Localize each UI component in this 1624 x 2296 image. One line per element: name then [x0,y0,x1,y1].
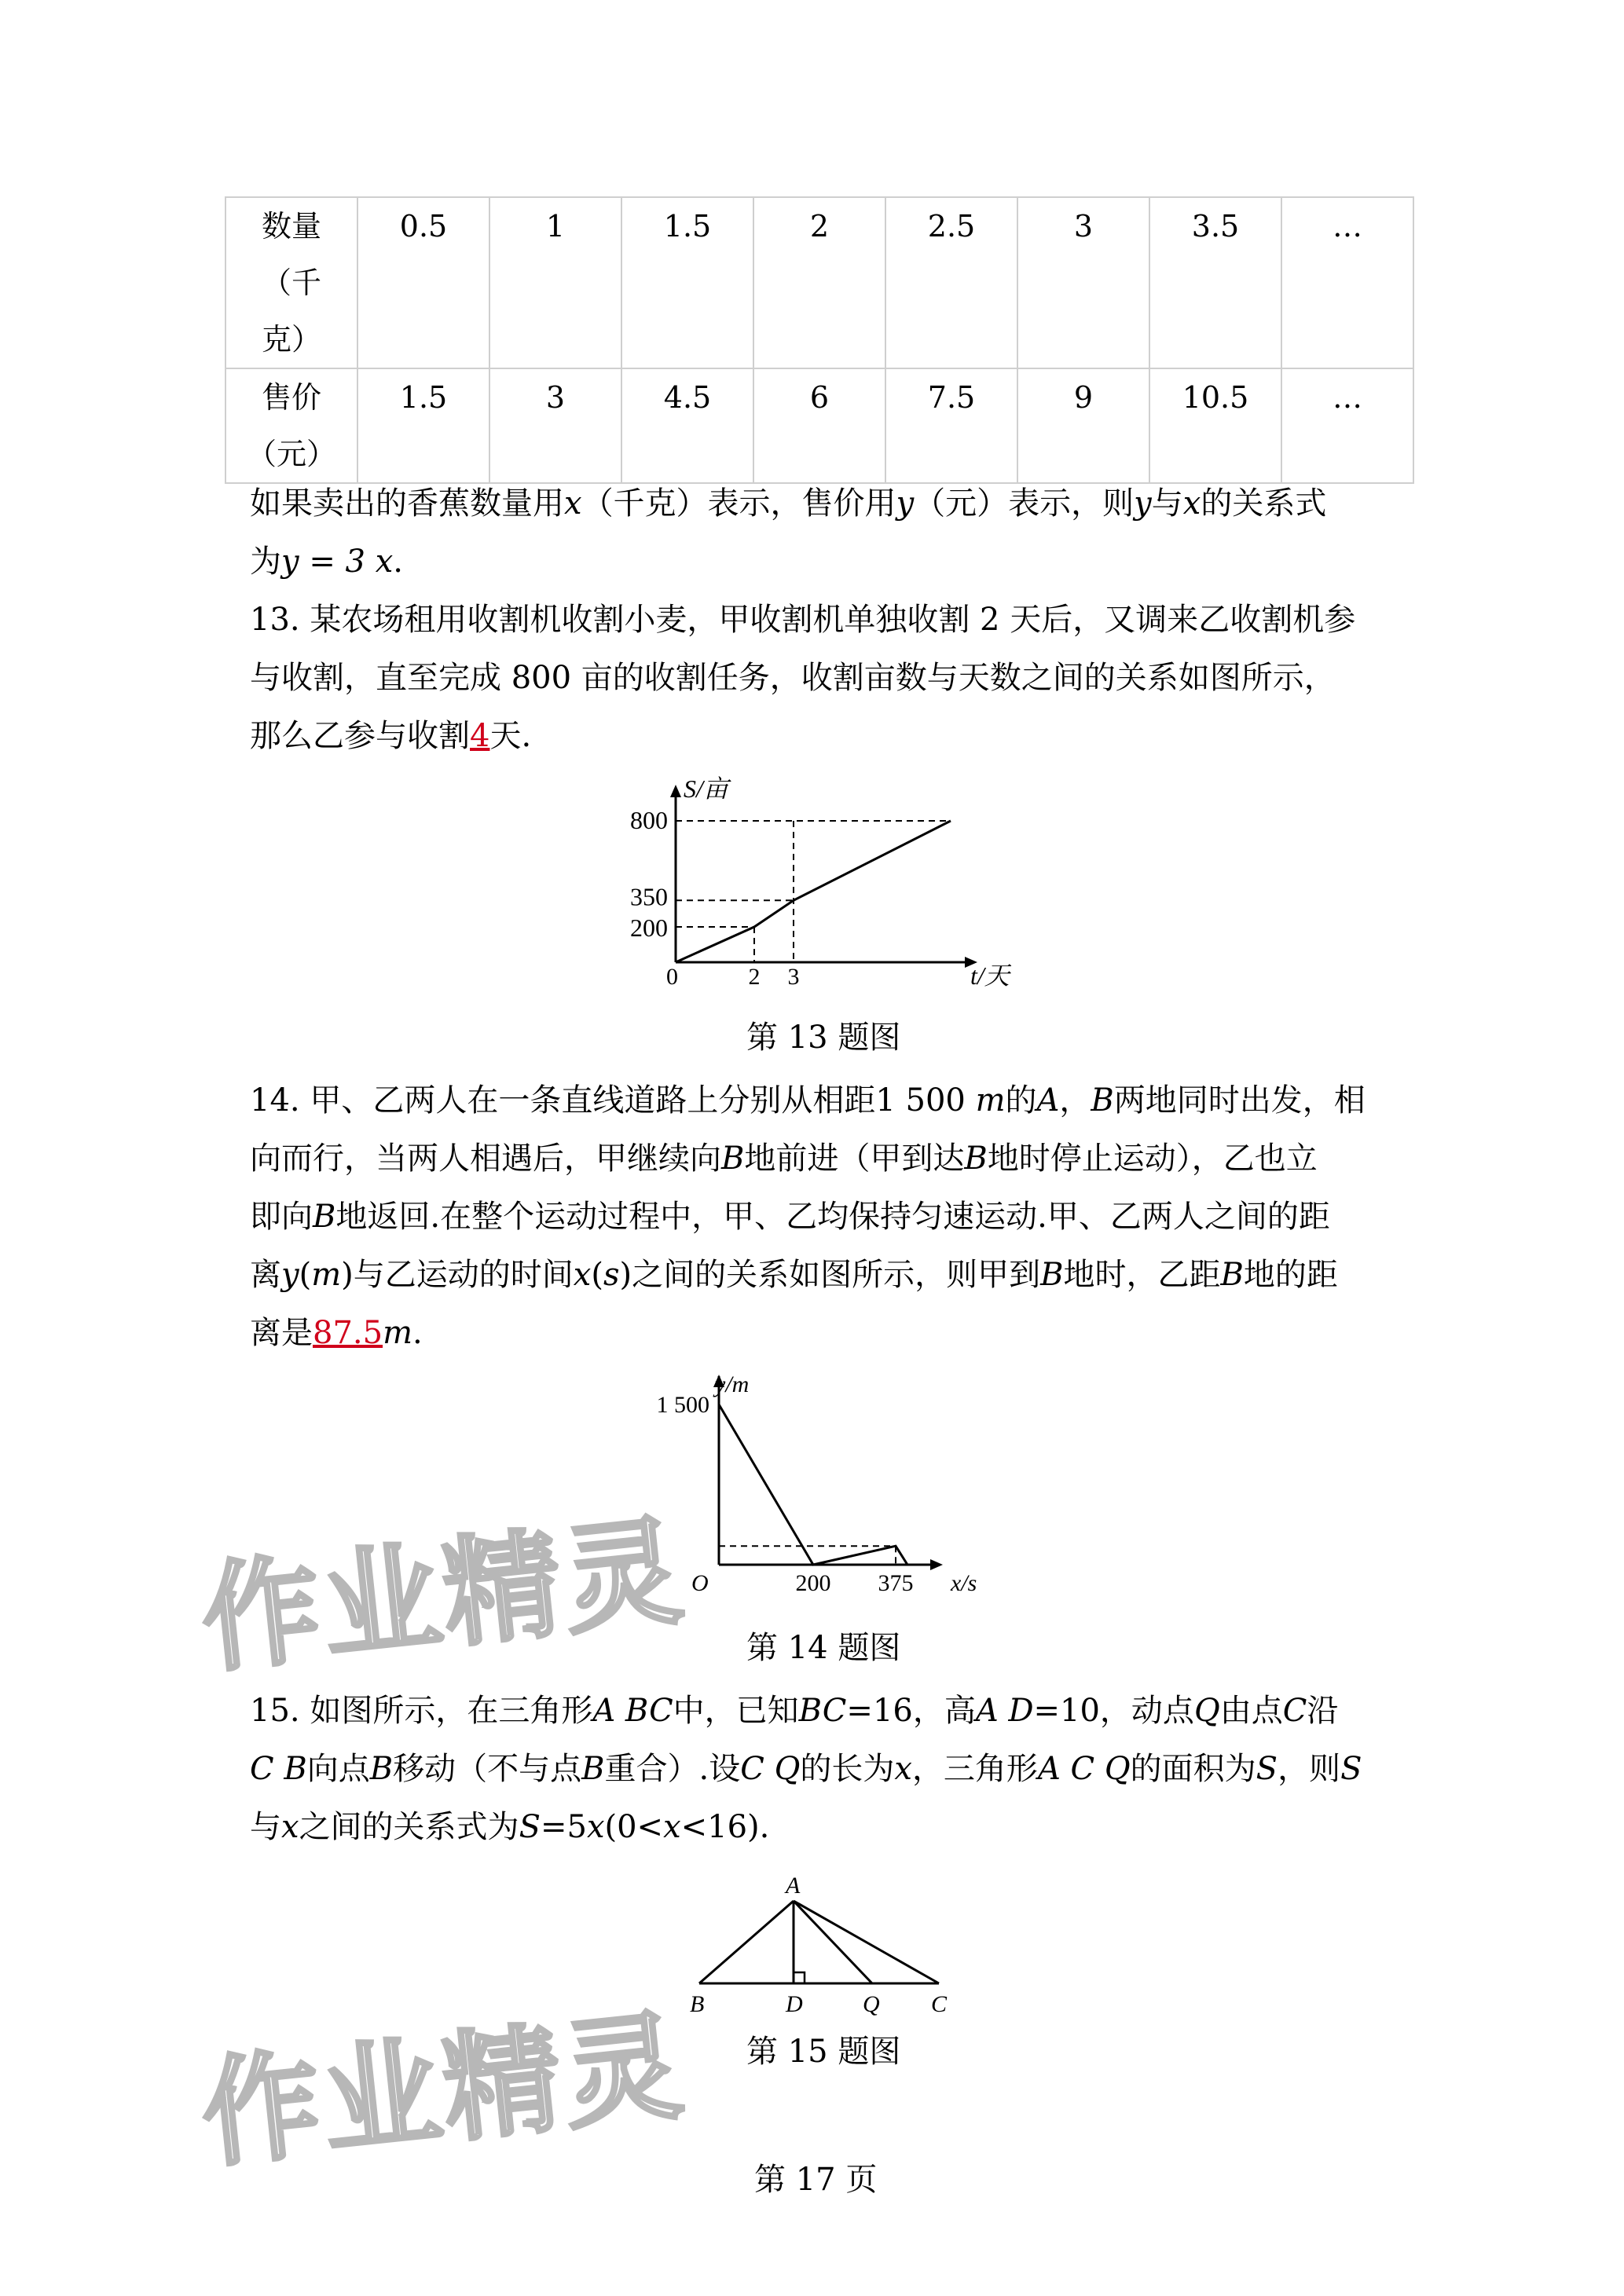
table-cell: 3 [1017,197,1149,368]
var-Q: Q [1193,1693,1220,1729]
q13-line-1: 13. 某农场租用收割机收割小麦，甲收割机单独收割 2 天后，又调来乙收割机参 [250,602,1356,638]
y-axis-label: y/m [715,1371,750,1397]
x-axis-label: x/s [951,1570,977,1596]
text: 的长为 [800,1751,895,1787]
price-table [225,196,1414,484]
table-cell: 2.5 [885,197,1017,368]
table-cell: … [1281,197,1413,368]
var-AD: A D [975,1693,1034,1729]
watermark: 作业精灵 [196,1503,691,1690]
point-label: D [786,1991,803,2017]
var-B: B [369,1751,394,1787]
series-line [719,1404,907,1565]
var-x: x [281,1809,299,1845]
point-label: C [931,1991,948,2017]
y-tick-label: 1 500 [656,1392,709,1418]
text: 沿 [1307,1693,1339,1729]
series-line [676,821,951,962]
unit: m [975,1082,1006,1119]
origin-label: 0 [666,964,678,990]
text: 那么乙参与收割 [250,718,470,754]
q12-line-1 [250,480,1326,527]
var-B: B [1091,1082,1114,1119]
var-x: x [663,1809,681,1845]
table-cell: 1 [489,197,621,368]
var-y: y [1134,485,1152,522]
q14-line-5 [250,1309,423,1357]
text: 地的距 [1243,1257,1338,1293]
var-ACQ: A C Q [1037,1751,1131,1787]
table-cell: 3.5 [1149,197,1281,368]
fig13-chart [605,774,1029,1002]
text: 与 [1151,485,1183,522]
table-cell: 0.5 [357,197,489,368]
table-row [225,368,1413,483]
text: ， [1059,1082,1091,1119]
point-label: A [786,1873,801,1899]
y-tick-label: 800 [630,806,668,834]
header-text: 克） [261,322,321,357]
var-B: B [1040,1257,1064,1293]
text: . [412,1315,423,1351]
unit: m [311,1257,342,1293]
text: ，三角形 [911,1751,1038,1787]
segment-ab [699,1901,794,1983]
text: 的关系式 [1201,485,1327,522]
watermark: 作业精灵 [196,1998,691,2184]
text: 两地同时出发，相 [1113,1082,1366,1119]
fig14-chart [629,1367,1006,1602]
unit: m [383,1315,412,1351]
text: 1 500 [875,1082,966,1119]
point-label: Q [863,1991,880,2017]
y-axis-arrow [670,785,681,797]
segment-aq [794,1901,872,1983]
header-text: 售价 [261,380,321,415]
text: 即向 [250,1199,313,1235]
var-x: x [564,485,582,522]
text: 地返回.在整个运动过程中，甲、乙均保持匀速运动.甲、乙两人之间的距 [335,1199,1330,1235]
text: 中，已知 [673,1693,799,1729]
var-x: x [1182,485,1201,522]
q14-line-4 [250,1251,1338,1298]
text: ( [299,1257,312,1293]
text: (0< [604,1809,664,1845]
table-cell: 10.5 [1149,368,1281,483]
right-angle-mark [794,1972,805,1983]
var-B: B [581,1751,605,1787]
text: 由点 [1219,1693,1283,1729]
origin-label: O [691,1570,709,1596]
var-B: B [1220,1257,1244,1293]
answer: 87.5 [313,1315,383,1351]
text: =5 [540,1809,587,1845]
var-ABC: A BC [592,1693,673,1729]
q12-line-2 [250,538,403,585]
var-x: x [586,1809,605,1845]
table-cell: 1.5 [621,197,753,368]
q15-line-2 [250,1745,1362,1792]
text: 向而行，当两人相遇后，甲继续向 [250,1141,721,1177]
text: 与 [250,1809,281,1845]
text: （元）表示，则 [914,485,1135,522]
text: ，则 [1278,1751,1341,1787]
formula: y = 3 x [281,544,394,580]
var-B: B [721,1141,745,1177]
text: 与乙运动的时间 [353,1257,574,1293]
x-tick-label: 375 [878,1570,914,1596]
text: 离 [250,1257,281,1293]
text: 离是 [250,1315,313,1351]
table-cell: 4.5 [621,368,753,483]
text: =16，高 [846,1693,976,1729]
var-A: A [1036,1082,1060,1119]
q13-line-3 [250,712,531,760]
table-cell: 1.5 [357,368,489,483]
table-cell: 6 [753,368,885,483]
q14-line-3 [250,1193,1330,1240]
text: 向点 [306,1751,370,1787]
x-axis-arrow [930,1559,943,1570]
text: 的 [1005,1082,1037,1119]
header-text: （千 [261,265,321,300]
var-C: C [1282,1693,1307,1729]
table-cell: 9 [1017,368,1149,483]
text: 如果卖出的香蕉数量用 [250,485,564,522]
q14-line-2 [250,1135,1318,1182]
x-tick-label: 3 [787,964,800,990]
point-label: B [690,1991,705,2017]
fig14-caption: 第 14 题图 [746,1630,901,1666]
text: 14. 甲、乙两人在一条直线道路上分别从相距 [250,1082,876,1119]
text: . [393,544,403,580]
table-row-header [225,197,357,368]
answer: 4 [470,718,490,754]
axes [670,785,977,968]
page-number: 第 17 页 [754,2162,878,2198]
header-text: 数量 [261,209,321,244]
text: 地时停止运动），乙也立 [987,1141,1318,1177]
axes [713,1375,943,1570]
fig13-caption: 第 13 题图 [746,1020,901,1056]
x-tick-label: 2 [748,964,761,990]
text: 重合）.设 [604,1751,741,1787]
text: 15. 如图所示，在三角形 [250,1693,593,1729]
fig15-caption: 第 15 题图 [746,2034,901,2070]
text: （千克）表示，售价用 [581,485,896,522]
y-axis-label: S/亩 [684,774,728,803]
q15-line-1 [250,1687,1338,1734]
x-axis-label: t/天 [970,961,1010,990]
text: ) [619,1257,632,1293]
text: 天. [489,718,532,754]
var-x: x [573,1257,592,1293]
table-row [225,197,1413,368]
var-BC: BC [798,1693,847,1729]
var-S: S [1256,1751,1278,1787]
var-CQ: C Q [740,1751,801,1787]
unit: s [603,1257,620,1293]
fig15-triangle [676,1866,959,2023]
text: ( [591,1257,603,1293]
table-row-header [225,368,357,483]
q15-line-3 [250,1803,769,1851]
var-CB: C B [250,1751,307,1787]
text: 地前进（甲到达 [744,1141,965,1177]
text: ) [341,1257,354,1293]
text: 的面积为 [1130,1751,1256,1787]
header-text: （元） [246,437,336,471]
q14-line-1 [250,1077,1366,1124]
var-y: y [896,485,915,522]
table-cell: 7.5 [885,368,1017,483]
segment-ac [794,1901,939,1983]
text: =10，动点 [1033,1693,1194,1729]
var-x: x [894,1751,912,1787]
text: 之间的关系式为 [299,1809,519,1845]
var-S: S [1340,1751,1362,1787]
y-tick-label: 200 [630,914,668,942]
text: 地时，乙距 [1063,1257,1221,1293]
table-cell: … [1281,368,1413,483]
text: 之间的关系如图所示，则甲到 [632,1257,1041,1293]
table-cell: 2 [753,197,885,368]
text: <16). [680,1809,770,1845]
text: 为 [250,544,281,580]
var-y: y [281,1257,299,1293]
y-tick-label: 350 [630,882,668,911]
text: 移动（不与点 [393,1751,582,1787]
var-S: S [519,1809,541,1845]
table-cell: 3 [489,368,621,483]
x-tick-label: 200 [795,1570,831,1596]
q13-line-2: 与收割，直至完成 800 亩的收割任务，收割亩数与天数之间的关系如图所示， [250,660,1336,696]
var-B: B [313,1199,336,1235]
var-B: B [964,1141,988,1177]
